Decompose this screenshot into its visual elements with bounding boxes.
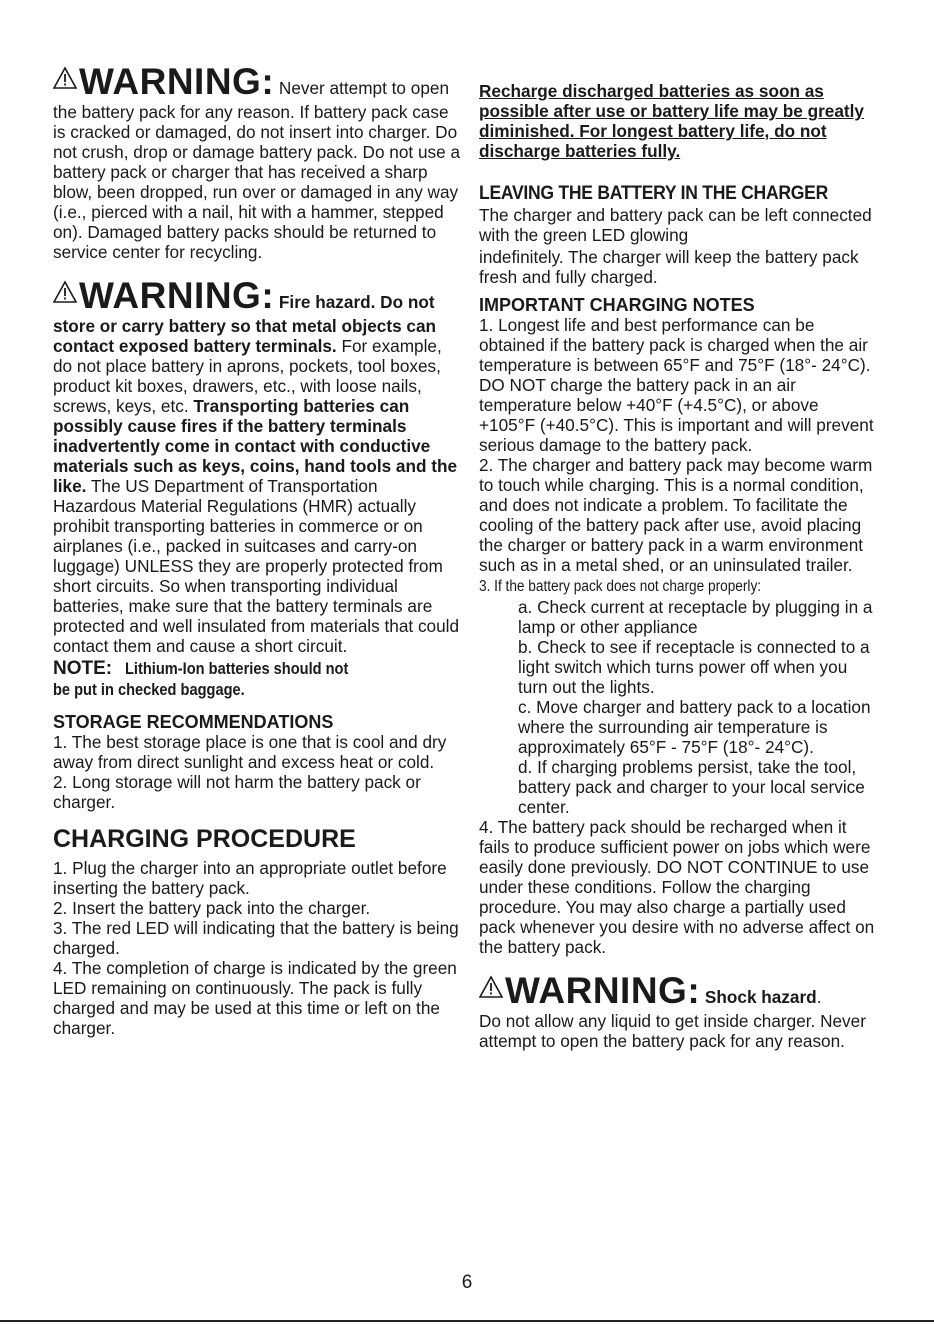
footer-divider <box>0 1320 934 1322</box>
leaving-heading: LEAVING THE BATTERY IN THE CHARGER <box>479 182 828 204</box>
right-column <box>479 81 879 1051</box>
fire-hazard-bold: Fire hazard. Do not store or carry battery so that metal objects can contact exposed battery terminals. <box>53 292 437 356</box>
note-label: NOTE: <box>53 658 113 679</box>
warning-title: WARNING: <box>505 970 701 1011</box>
note-item-3a: a. Check current at receptacle by plugging in a lamp or other appliance <box>518 597 873 637</box>
shock-hazard-body: Do not allow any liquid to get inside charger. Never attempt to open the battery pack for any reason. <box>479 1011 866 1051</box>
charging-item-4: 4. The completion of charge is indicated by the green LED remaining on continuously. The pack is fully charged and may be used at this time or left on the charger. <box>53 958 457 1038</box>
warning-triangle-icon <box>53 66 77 90</box>
note-item-3 <box>479 575 879 597</box>
warning-title: WARNING: <box>79 61 275 102</box>
note-item-1: 1. Longest life and best performance can be obtained if the battery pack is charged when the air temperature is between 65°F and 75°F (18°- 24°C). DO NOT charge the battery pack in an air temperature below +40°F (+4.5°C), or above +105°F (+40.5°C). This is important and will prevent serious damage to the battery pack. <box>479 315 874 455</box>
storage-item-2: 2. Long storage will not harm the battery pack or charger. <box>53 772 421 812</box>
note-line1: Lithium-Ion batteries should not <box>124 659 349 678</box>
note-item-3d: d. If charging problems persist, take the tool, battery pack and charger to your local service center. <box>518 757 865 817</box>
charging-item-3: 3. The red LED will indicating that the battery is being charged. <box>53 918 459 958</box>
charging-heading: CHARGING PROCEDURE <box>53 825 356 853</box>
fire-hazard-text: For example, do not place battery in aprons, pockets, tool boxes, product kit boxes, drawers, etc., with loose nails, screws, keys, etc. <box>53 336 442 416</box>
shock-hazard-period: . <box>816 987 822 1007</box>
transport-bold: Transporting batteries can possibly cause fires if the battery terminals inadvertently come in contact with conductive materials such as keys, coins, hand tools and the like. <box>53 396 458 496</box>
note-line2: be put in checked baggage. <box>53 680 245 699</box>
warning-triangle-icon <box>53 280 77 304</box>
charging-item-2: 2. Insert the battery pack into the charger. <box>53 898 371 918</box>
warning-lead: Never attempt to <box>274 78 406 98</box>
note-item-3-text: 3. If the battery pack does not charge properly: <box>479 578 762 595</box>
storage-heading: STORAGE RECOMMENDATIONS <box>53 712 334 732</box>
note-block <box>53 658 463 700</box>
leaving-body-2: indefinitely. The charger will keep the battery pack fresh and fully charged. <box>479 247 859 287</box>
transport-text: The US Department of Transportation Hazardous Material Regulations (HMR) actually prohibit transporting batteries in commerce or on airplanes (i.e., packed in suitcases and carry-on luggage) UNLESS they are properly protected from short circuits. So when transporting individual batteries, make sure that the battery terminals are protected and well insulated from materials that could contact them and cause a short circuit. <box>53 476 460 656</box>
warning-never-open <box>53 62 463 262</box>
page-number: 6 <box>461 1272 473 1293</box>
charging-item-1: 1. Plug the charger into an appropriate outlet before inserting the battery pack. <box>53 858 447 898</box>
note-item-3b: b. Check to see if receptacle is connected to a light switch which turns power off when you turn out the lights. <box>518 637 870 697</box>
warning-body: open the battery pack for any reason. If battery pack case is cracked or damaged, do not insert into charger. Do not crush, drop or damage battery pack. Do not use a battery pack or charger that has received a sharp blow, been dropped, run over or damaged in any way (i.e., pierced with a nail, hit with a hammer, stepped on). Damaged battery packs should be returned to service center for recycling. <box>53 78 461 262</box>
note-item-4: 4. The battery pack should be recharged when it fails to produce sufficient power on jobs which were easily done previously. DO NOT CONTINUE to use under these conditions. Follow the charging procedure. You may also charge a partially used pack whenever you desire with no adverse affect on the battery pack. <box>479 817 875 957</box>
recharge-notice: Recharge discharged batteries as soon as possible after use or battery life may be greatly diminished. For longest battery life, do not discharge batteries fully. <box>479 81 864 161</box>
warning-fire-hazard <box>53 276 463 656</box>
warning-shock-hazard <box>479 971 879 1011</box>
left-column <box>53 62 463 1038</box>
note-item-2: 2. The charger and battery pack may become warm to touch while charging. This is a normal condition, and does not indicate a problem. To facilitate the cooling of the battery pack after use, avoid placing the charger or battery pack in a warm environment such as in a metal shed, or an uninsulated trailer. <box>479 455 873 575</box>
storage-item-1: 1. The best storage place is one that is cool and dry away from direct sunlight and excess heat or cold. <box>53 732 447 772</box>
important-notes-heading: IMPORTANT CHARGING NOTES <box>479 295 755 315</box>
warning-triangle-icon <box>479 975 503 999</box>
leaving-body-1: The charger and battery pack can be left connected with the green LED glowing <box>479 205 872 245</box>
warning-title: WARNING: <box>79 275 275 316</box>
shock-hazard-label: Shock hazard <box>700 987 817 1007</box>
note-item-3c: c. Move charger and battery pack to a location where the surrounding air temperature is approximately 65°F - 75°F (18°- 24°C). <box>518 697 871 757</box>
